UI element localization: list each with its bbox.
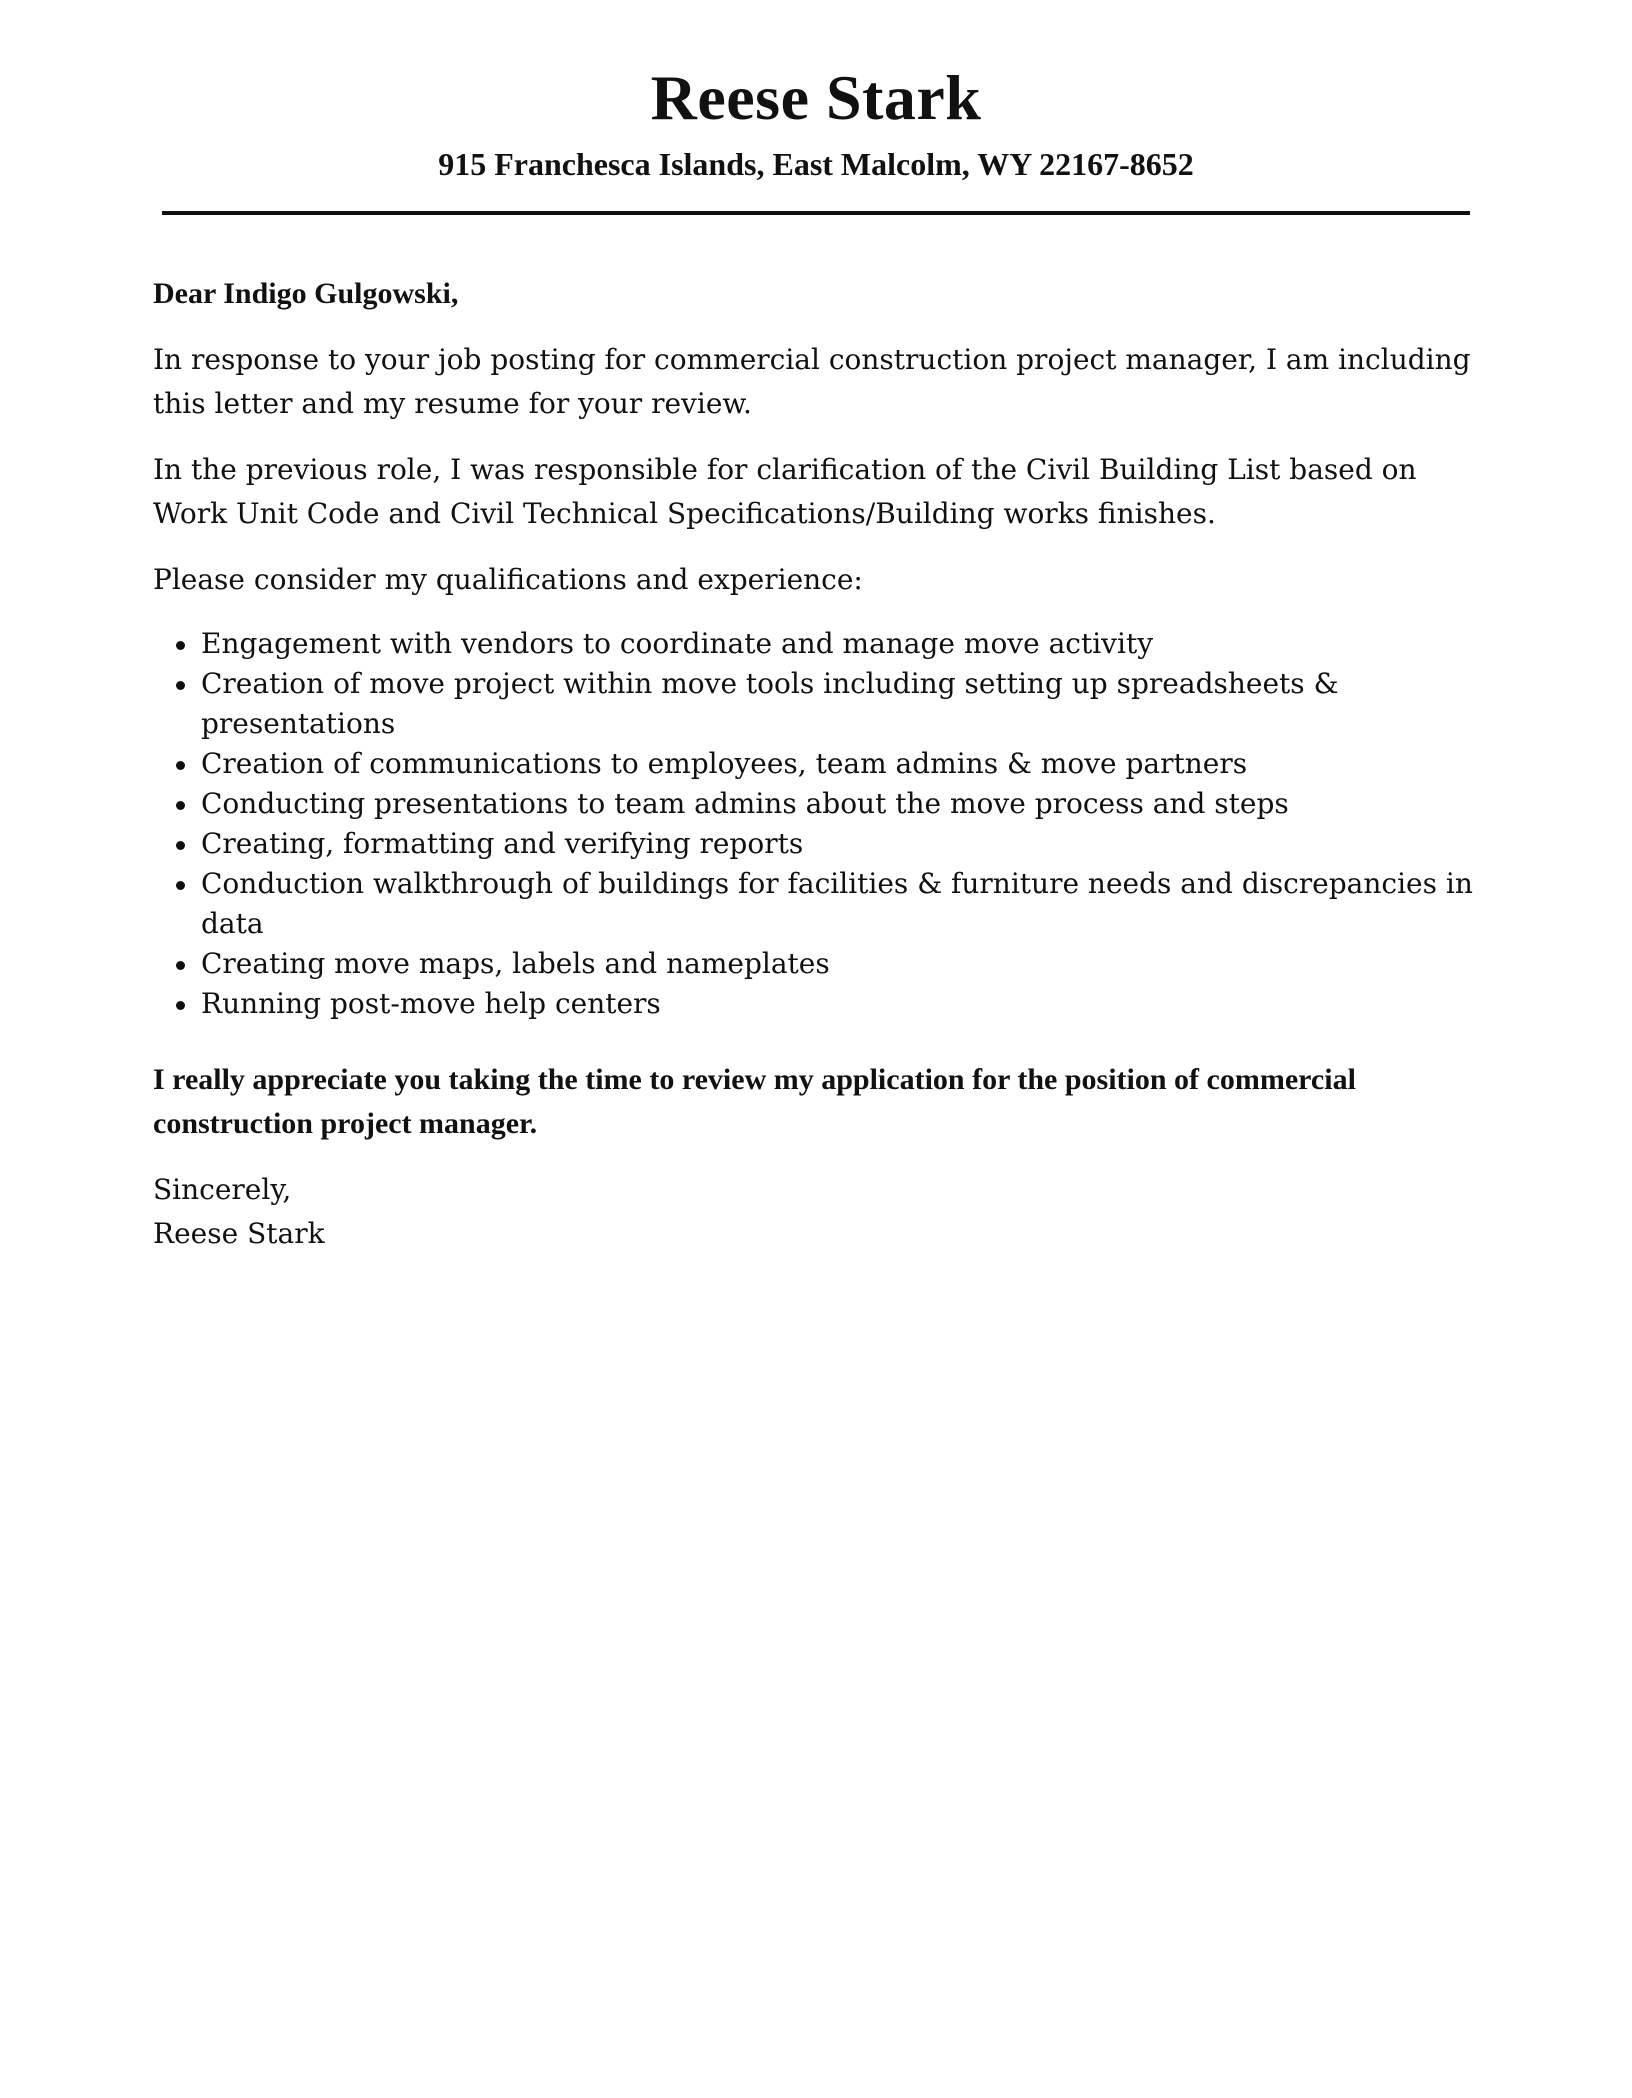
sender-name: Reese Stark — [650, 62, 982, 133]
letter-header — [162, 58, 1470, 182]
list-item: Engagement with vendors to coordinate and manage move activity — [201, 624, 1483, 664]
list-item: Conduction walkthrough of buildings for facilities & furniture needs and discrepancies in data — [201, 864, 1483, 944]
paragraph-intro: In response to your job posting for commercial construction project manager, I am including this letter and my resume for your review. — [153, 343, 1471, 420]
list-item: Creating, formatting and verifying reports — [201, 824, 1483, 864]
qualifications-list — [153, 624, 1483, 1024]
signature-name: Reese Stark — [153, 1217, 325, 1250]
salutation: Dear Indigo Gulgowski, — [153, 277, 459, 310]
signoff: Sincerely, — [153, 1173, 292, 1206]
list-item: Creation of communications to employees, team admins & move partners — [201, 744, 1483, 784]
list-item: Conducting presentations to team admins about the move process and steps — [201, 784, 1483, 824]
list-item: Creation of move project within move tools including setting up spreadsheets & presentations — [201, 664, 1483, 744]
paragraph-qualifications-lead: Please consider my qualifications and experience: — [153, 563, 863, 596]
letter-body — [153, 272, 1483, 1256]
sender-address: 915 Franchesca Islands, East Malcolm, WY 22167-8652 — [438, 146, 1194, 182]
closing-statement: I really appreciate you taking the time to review my application for the position of commercial construction project manager. — [153, 1063, 1356, 1140]
list-item: Running post-move help centers — [201, 984, 1483, 1024]
list-item: Creating move maps, labels and nameplates — [201, 944, 1483, 984]
header-divider — [162, 211, 1470, 215]
paragraph-previous-role: In the previous role, I was responsible for clarification of the Civil Building List based on Work Unit Code and Civil Technical Specifications/Building works finishes. — [153, 453, 1417, 530]
